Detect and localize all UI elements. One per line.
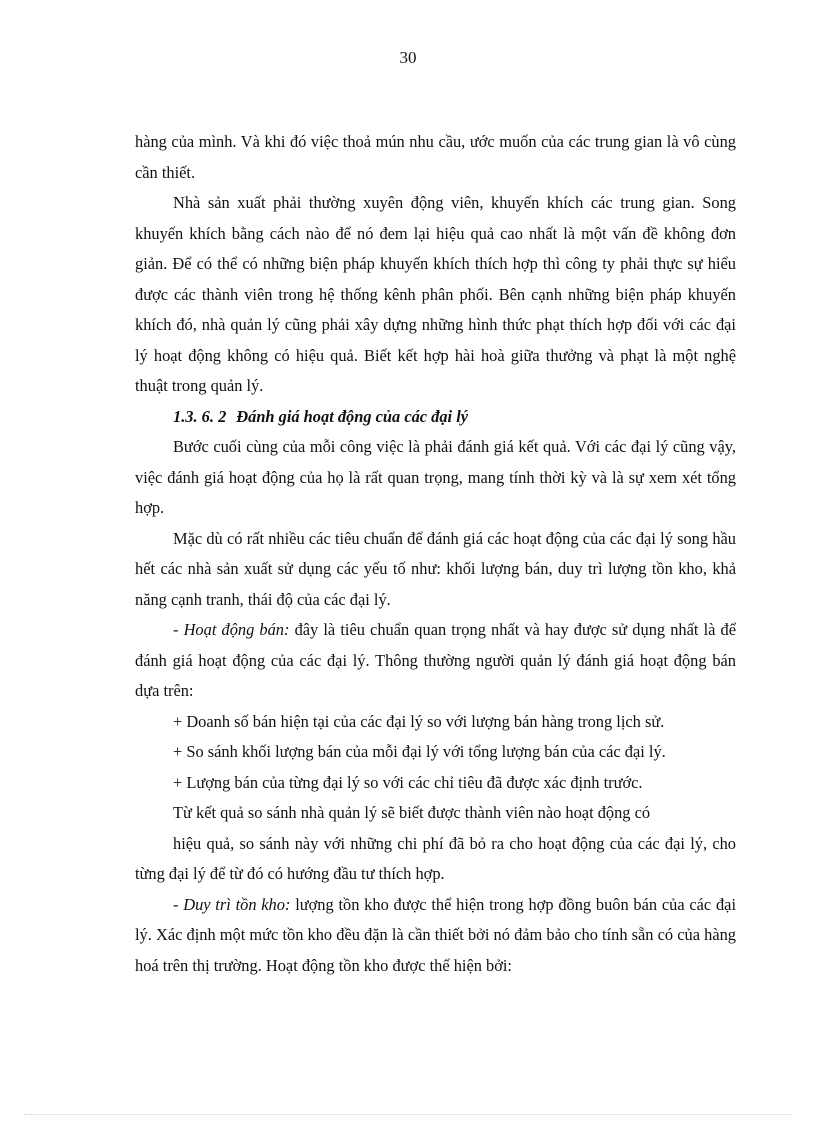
page-bottom-rule [24,1114,792,1115]
page-number: 30 [399,48,417,67]
document-body [135,127,736,981]
paragraph-sales-activity [135,615,736,707]
section-heading [135,402,736,433]
paragraph-inventory [135,890,736,982]
paragraph-evaluation-intro: Bước cuối cùng của mỗi công việc là phải đánh giá kết quả. Với các đại lý cũng vậy, việc đánh giá hoạt động của họ là rất quan trọng, mang tính thời kỳ và là sự xem xét tổng hợp. [135,437,736,517]
term-inventory: - Duy trì tồn kho: [173,894,291,914]
list-item: + Lượng bán của từng đại lý so với các chỉ tiêu đã được xác định trước. [173,772,643,792]
paragraph-comparison-rest: hiệu quả, so sánh này với những chi phí đã bỏ ra cho hoạt động của các đại lý, cho từng đại lý để từ đó có hướng đầu tư thích hợp. [135,833,736,883]
list-item: + Doanh số bán hiện tại của các đại lý so với lượng bán hàng trong lịch sử. [173,711,665,731]
inventory-text: lượng tồn kho được thể hiện trong hợp đồng buôn bán của các đại lý. Xác định một mức tồn kho đều đặn là cần thiết bởi nó đảm bảo cho tính sẵn có của hàng hoá trên thị trường. Hoạt động tồn kho được thể hiện bởi: [135,894,737,975]
sales-activity-text: đây là tiêu chuẩn quan trọng nhất và hay được sử dụng nhất là để đánh giá hoạt động của các đại lý. Thông thường người quản lý đánh giá hoạt động bán dựa trên: [135,620,736,700]
section-title: Đánh giá hoạt động của các đại lý [236,406,469,426]
paragraph-continuation: hàng của mình. Và khi đó việc thoả mún nhu cầu, ước muốn của các trung gian là vô cùng cần thiết. [135,132,736,182]
paragraph-criteria: Mặc dù có rất nhiều các tiêu chuẩn để đánh giá các hoạt động của các đại lý song hầu hết các nhà sản xuất sử dụng các yếu tố như: khối lượng bán, duy trì lượng tồn kho, khả năng cạnh tranh, thái độ của các đại lý. [135,528,736,609]
list-item: + So sánh khối lượng bán của mỗi đại lý với tổng lượng bán của các đại lý. [173,742,666,761]
paragraph-motivation: Nhà sản xuất phải thường xuyên động viên, khuyến khích các trung gian. Song khuyến khích bằng cách nào để nó đem lại hiệu quả cao nhất là một vấn đề không đơn giản. Để có thể có những biện pháp khuyến khích thích hợp thì công ty phải thực sự hiểu được các thành viên trong hệ thống kênh phân phối. Bên cạnh những biện pháp khuyến khích đó, nhà quản lý cũng phải xây dựng những hình thức phạt thích hợp đối với các đại lý hoạt động không có hiệu quả. Biết kết hợp hài hoà giữa thưởng và phạt là một nghệ thuật trong quản lý. [135,193,736,395]
paragraph-comparison-line1: Từ kết quả so sánh nhà quản lý sẽ biết được thành viên nào hoạt động có [173,803,651,822]
section-number: 1.3. 6. 2 [173,406,227,426]
term-sales-activity: - Hoạt động bán: [173,620,290,639]
